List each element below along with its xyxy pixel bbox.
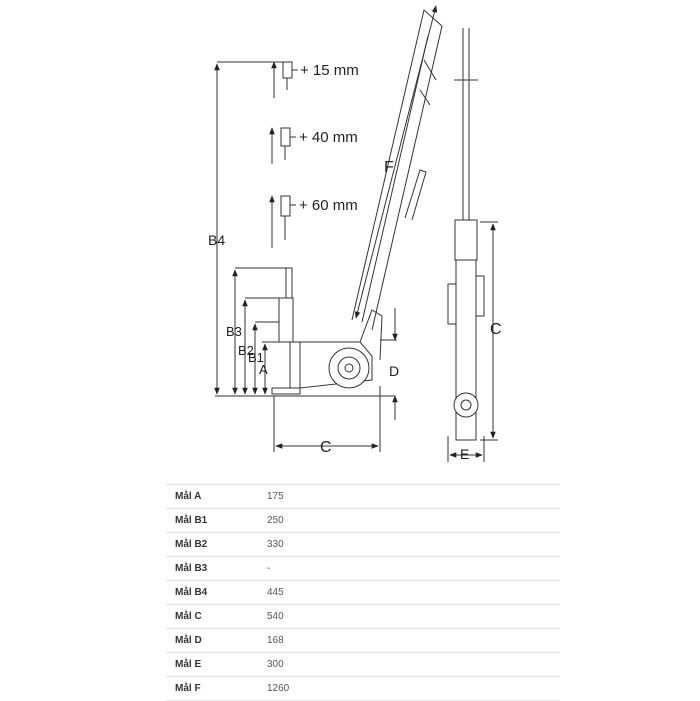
adapter-label-40: + 40 mm <box>299 129 358 146</box>
spec-label: Mål B4 <box>165 581 257 605</box>
spec-value: 330 <box>257 533 560 557</box>
adapter-label-60: + 60 mm <box>299 197 358 214</box>
spec-label: Mål C <box>165 605 257 629</box>
spec-label: Mål B3 <box>165 557 257 581</box>
label-b2: B2 <box>238 343 254 358</box>
adapter-15mm-icon <box>283 62 298 90</box>
spec-row <box>165 653 560 677</box>
label-c-front: C <box>490 321 502 338</box>
spec-row <box>165 677 560 701</box>
spec-value: 540 <box>257 605 560 629</box>
spec-label: Mål B1 <box>165 509 257 533</box>
label-b4: B4 <box>208 232 226 248</box>
spec-label: Mål F <box>165 677 257 701</box>
spec-value: - <box>257 557 560 581</box>
spec-value: 300 <box>257 653 560 677</box>
adapter-40mm-icon <box>281 128 296 160</box>
jack-front-view <box>448 28 484 440</box>
spec-row <box>165 605 560 629</box>
spec-row <box>165 509 560 533</box>
label-f: F <box>384 159 394 176</box>
spec-label: Mål B2 <box>165 533 257 557</box>
spec-value: 168 <box>257 629 560 653</box>
spec-row <box>165 581 560 605</box>
label-d: D <box>389 363 400 379</box>
spec-value: 1260 <box>257 677 560 701</box>
label-b3: B3 <box>226 324 242 339</box>
spec-label: Mål A <box>165 485 257 509</box>
label-b1: B1 <box>248 350 264 365</box>
spec-row <box>165 557 560 581</box>
adapter-label-15: + 15 mm <box>300 62 359 79</box>
spec-value: 250 <box>257 509 560 533</box>
label-c-side: C <box>320 439 332 456</box>
label-e: E <box>460 446 470 462</box>
spec-row <box>165 485 560 509</box>
spec-value: 175 <box>257 485 560 509</box>
adapter-60mm-icon <box>281 196 296 240</box>
spec-row <box>165 629 560 653</box>
label-a: A <box>259 362 268 377</box>
spec-label: Mål E <box>165 653 257 677</box>
spec-label: Mål D <box>165 629 257 653</box>
spec-value: 445 <box>257 581 560 605</box>
spec-row <box>165 533 560 557</box>
specs-table <box>165 484 560 701</box>
